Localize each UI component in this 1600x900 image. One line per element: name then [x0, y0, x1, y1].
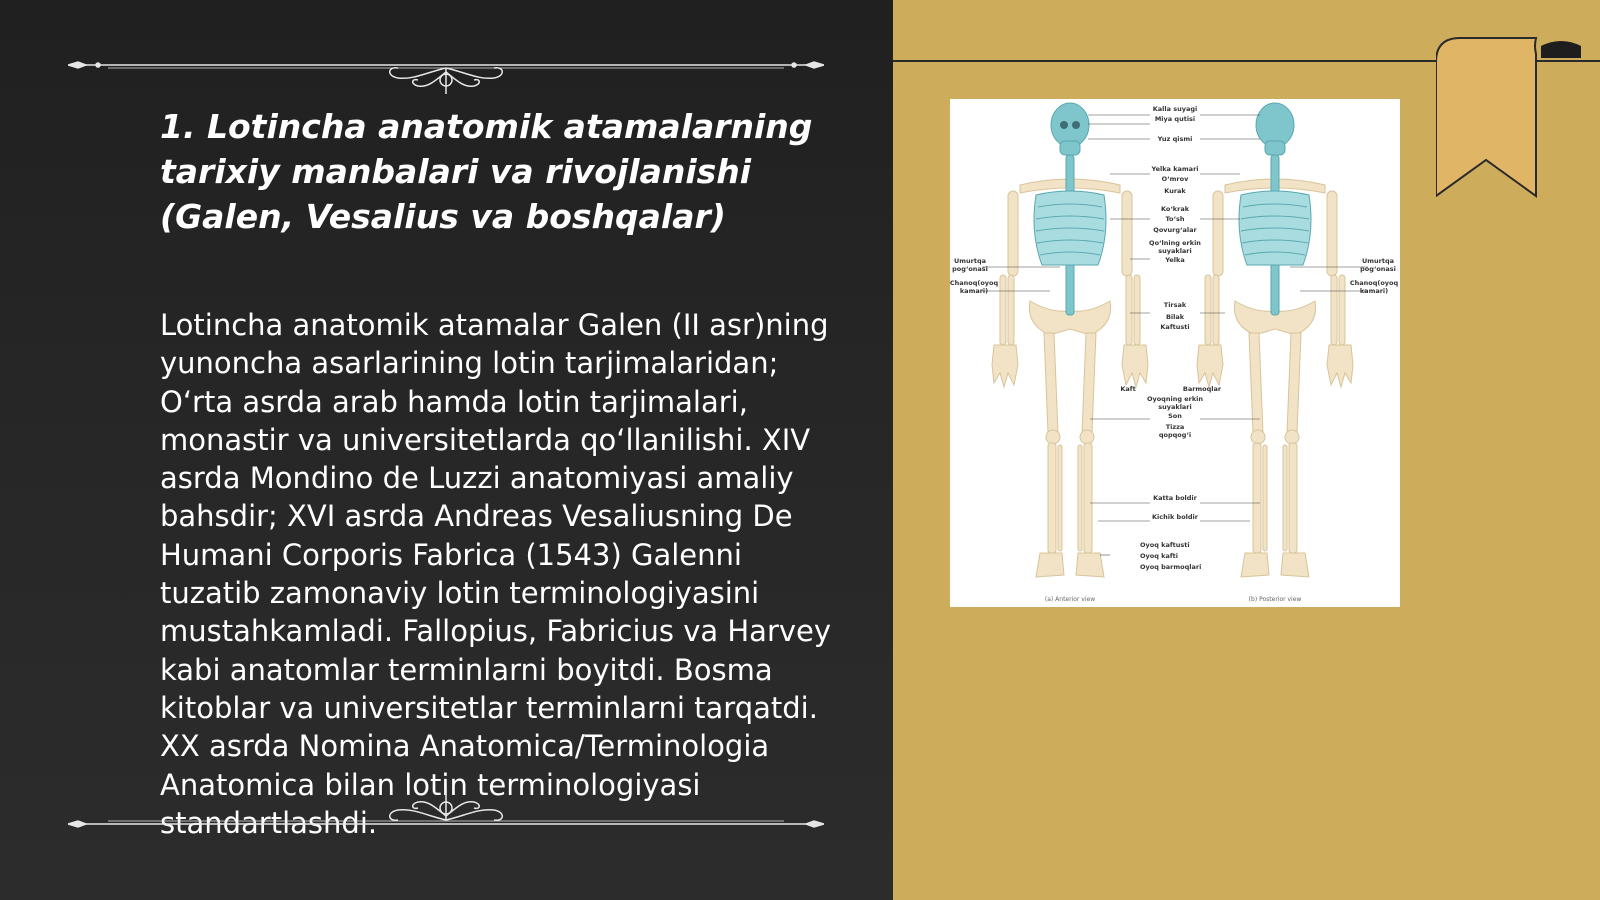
skeleton-diagram	[950, 99, 1400, 607]
label-foot-phalanges: Oyoq barmoqlari	[1140, 563, 1202, 571]
label-radius: Bilak	[1165, 313, 1185, 321]
label-patella: Tizza	[1165, 423, 1185, 431]
label-tarsals: Oyoq kaftusti	[1140, 541, 1190, 549]
label-fibula: Kichik boldir	[1152, 513, 1198, 521]
label-skull: Kalla suyagi	[1152, 105, 1198, 113]
label-tibia: Katta boldir	[1153, 494, 1197, 502]
label-femur: Son	[1168, 412, 1182, 420]
label-right-pelvis-2: kamari)	[1359, 287, 1389, 295]
label-right-spine-2: pog‘onasi	[1360, 265, 1396, 273]
slide-title: 1. Lotincha anatomik atamalarning tarixiy manbalari va rivojlanishi (Galen, Vesalius va boshqalar)	[160, 107, 813, 236]
label-lower-limb: Oyoqning erkin	[1146, 395, 1204, 403]
label-scapula: Kurak	[1164, 187, 1186, 195]
eye-socket	[1060, 121, 1068, 129]
label-face: Yuz qismi	[1157, 135, 1193, 143]
label-left-pelvis: Chanoq(oyoq	[950, 279, 999, 287]
top-ornament-divider	[68, 50, 824, 94]
label-cranium: Miya qutisi	[1154, 115, 1196, 123]
label-shoulder-girdle: Yelka kamari	[1151, 165, 1199, 173]
label-lower-limb-2: suyaklari	[1158, 403, 1192, 411]
eye-socket	[1072, 121, 1080, 129]
caption-anterior: (a) Anterior view	[1044, 596, 1096, 603]
label-ribs: Qovurg‘alar	[1153, 226, 1197, 234]
skeleton-figure	[950, 99, 1400, 607]
label-sternum: To‘sh	[1165, 215, 1185, 223]
label-left-spine-2: pog‘onasi	[952, 265, 988, 273]
label-ulna: Tirsak	[1163, 301, 1187, 309]
bookmark-ribbon-icon	[1436, 36, 1586, 202]
label-upper-limb-2: suyaklari	[1158, 247, 1192, 255]
label-left-spine: Umurtqa	[953, 257, 987, 265]
caption-posterior: (b) Posterior view	[1248, 596, 1302, 603]
label-carpals: Kaftusti	[1160, 323, 1190, 331]
bottom-ornament-divider	[68, 784, 824, 828]
label-left-pelvis-2: kamari)	[959, 287, 989, 295]
label-right-spine: Umurtqa	[1361, 257, 1395, 265]
label-metatarsals: Oyoq kafti	[1140, 552, 1179, 560]
label-thorax: Ko‘krak	[1160, 205, 1190, 213]
label-clavicle: O‘mrov	[1161, 175, 1189, 183]
label-phalanges: Barmoqlar	[1182, 385, 1222, 393]
label-right-pelvis: Chanoq(oyoq	[1349, 279, 1399, 287]
label-metacarpals: Kaft	[1120, 385, 1136, 393]
slide-body-text: Lotincha anatomik atamalar Galen (II asr)ning yunoncha asarlarining lotin tarjimalaridan; O‘rta asrda arab hamda lotin tarjimalari, monastir va universitetlarda qo‘llanilishi. XIV asrda Mondino de Luzzi anatomiyasi amaliy bahsdir; XVI asrda Andreas Vesaliusning De Humani Corporis Fabrica (1543) Galenni tuzatib zamonaviy lotin terminologiyasini mustahkamladi. Fallopius, Fabricius va Harvey kabi anatomlar terminlarni boyitdi. Bosma kitoblar va universitetlar terminlarni tarqatdi. XX asrda Nomina Anatomica/Terminologia Anatomica bilan lotin terminologiyasi standartlashdi.	[160, 308, 832, 840]
label-upper-limb: Qo‘lning erkin	[1149, 239, 1201, 247]
label-patella-2: qopqog‘i	[1158, 431, 1192, 439]
label-humerus: Yelka	[1165, 256, 1185, 264]
